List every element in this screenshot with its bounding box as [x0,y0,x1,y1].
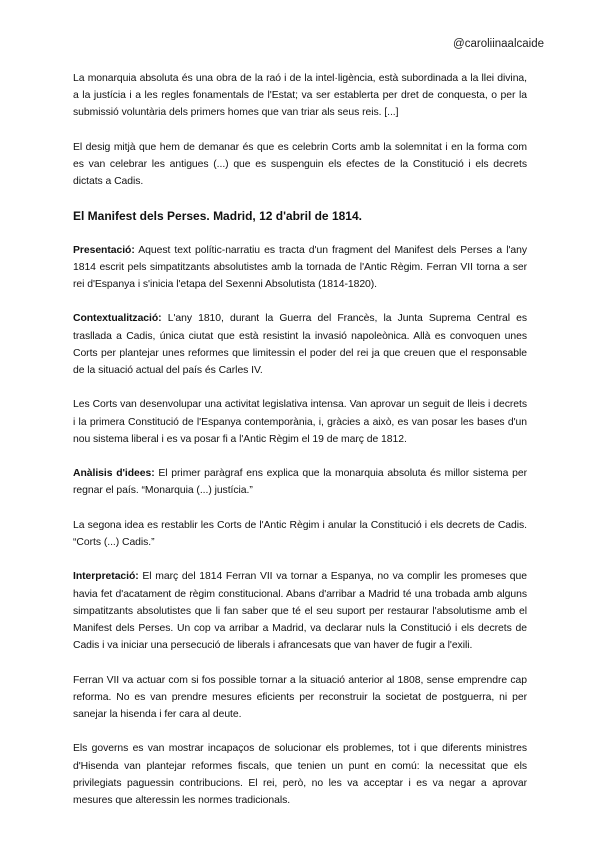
section-interpretacio [73,568,527,654]
section-label: Contextualització: [73,313,162,325]
section-corts [73,396,527,448]
section-text: L'any 1810, durant la Guerra del Francès, la Junta Suprema Central es trasllada a Cadis, única ciutat que està resistint la invasió napoleònica. Allà es convoquen unes Corts per plantejar unes reformes que limitessin el poder del rei ja que creuen que el responsable de la situació actual del país és Carles IV. [73,313,527,376]
section-label: Presentació: [73,244,135,256]
section-text: Aquest text polític-narratiu es tracta d'un fragment del Manifest dels Perses a l'any 1814 escrit pels simpatitzants absolutistes amb la tornada de l'Antic Règim. Ferran VII torna a ser rei d'Espanya i s'inicia l'etapa del Sexenni Absolutista (1814-1820). [73,244,527,290]
document-body [73,70,527,809]
section-contextualitzacio [73,310,527,379]
section-text: El març del 1814 Ferran VII va tornar a Espanya, no va complir les promeses que havia fet d'acatament de règim constitucional. Abans d'arribar a Madrid té una trobada amb alguns simpatitzants absolutistes que li fan saber que té el seu suport per restaurar l'absolutisme amb el Manifest dels Perses. Un cop va arribar a Madrid, va declarar nuls la Constitució i els decrets de Cadis i va iniciar una persecució de liberals i afrancesats que van haver de fugir a l'exili. [73,571,527,652]
section-ferran [73,672,527,724]
intro-paragraph-1: La monarquia absoluta és una obra de la raó i de la intel·ligència, està subordinada a la llei divina, a la justícia i a les regles fonamentals de l'Estat; va ser establerta per dret de conquesta, o per la submissió voluntària dels primers homes que van triar als seus reis. [...] [73,73,527,119]
section-text: Les Corts van desenvolupar una activitat legislativa intensa. Van aprovar un seguit de lleis i decrets i la primera Constitució de l'Espanya contemporània, i, gràcies a això, es van posar les bases d'un nou sistema liberal i es va posar fi a l'Antic Règim el 19 de març de 1812. [73,399,527,445]
section-text: La segona idea es restablir les Corts de l'Antic Règim i anular la Constitució i els decrets de Cadis. “Corts (...) Cadis.” [73,519,527,548]
author-handle: @caroliinaalcaide [453,38,544,50]
section-presentacio [73,242,527,294]
document-title: El Manifest dels Perses. Madrid, 12 d'abril de 1814. [73,208,362,223]
section-text: Els governs es van mostrar incapaços de solucionar els problemes, tot i que diferents ministres d'Hisenda van plantejar reformes fiscals, que tenien un punt en comú: la necessitat que els privilegiats paguessin contribucions. El rei, però, no les va acceptar i es va negar a aprovar mesures que alteressin les normes tradicionals. [73,743,527,806]
intro-paragraph-2: El desig mitjà que hem de demanar és que es celebrin Corts amb la solemnitat i en la forma com es van celebrar les antigues (...) que es suspenguin els efectes de la Constitució i els decrets dictats a Cadis. [73,141,527,188]
section-label: Anàlisis d'idees: [73,468,155,480]
section-analisi [73,465,527,499]
section-text: El primer paràgraf ens explica que la monarquia absoluta és millor sistema per regnar el país. “Monarquia (...) justícia.” [73,468,527,497]
section-governs [73,740,527,809]
section-text: Ferran VII va actuar com si fos possible tornar a la situació anterior al 1808, sense emprendre cap reforma. No es van prendre mesures eficients per reconstruir la societat de postguerra, ni per sanejar la hisenda i fer cara al deute. [73,674,527,720]
section-segona-idea [73,517,527,551]
section-label: Interpretació: [73,571,139,583]
